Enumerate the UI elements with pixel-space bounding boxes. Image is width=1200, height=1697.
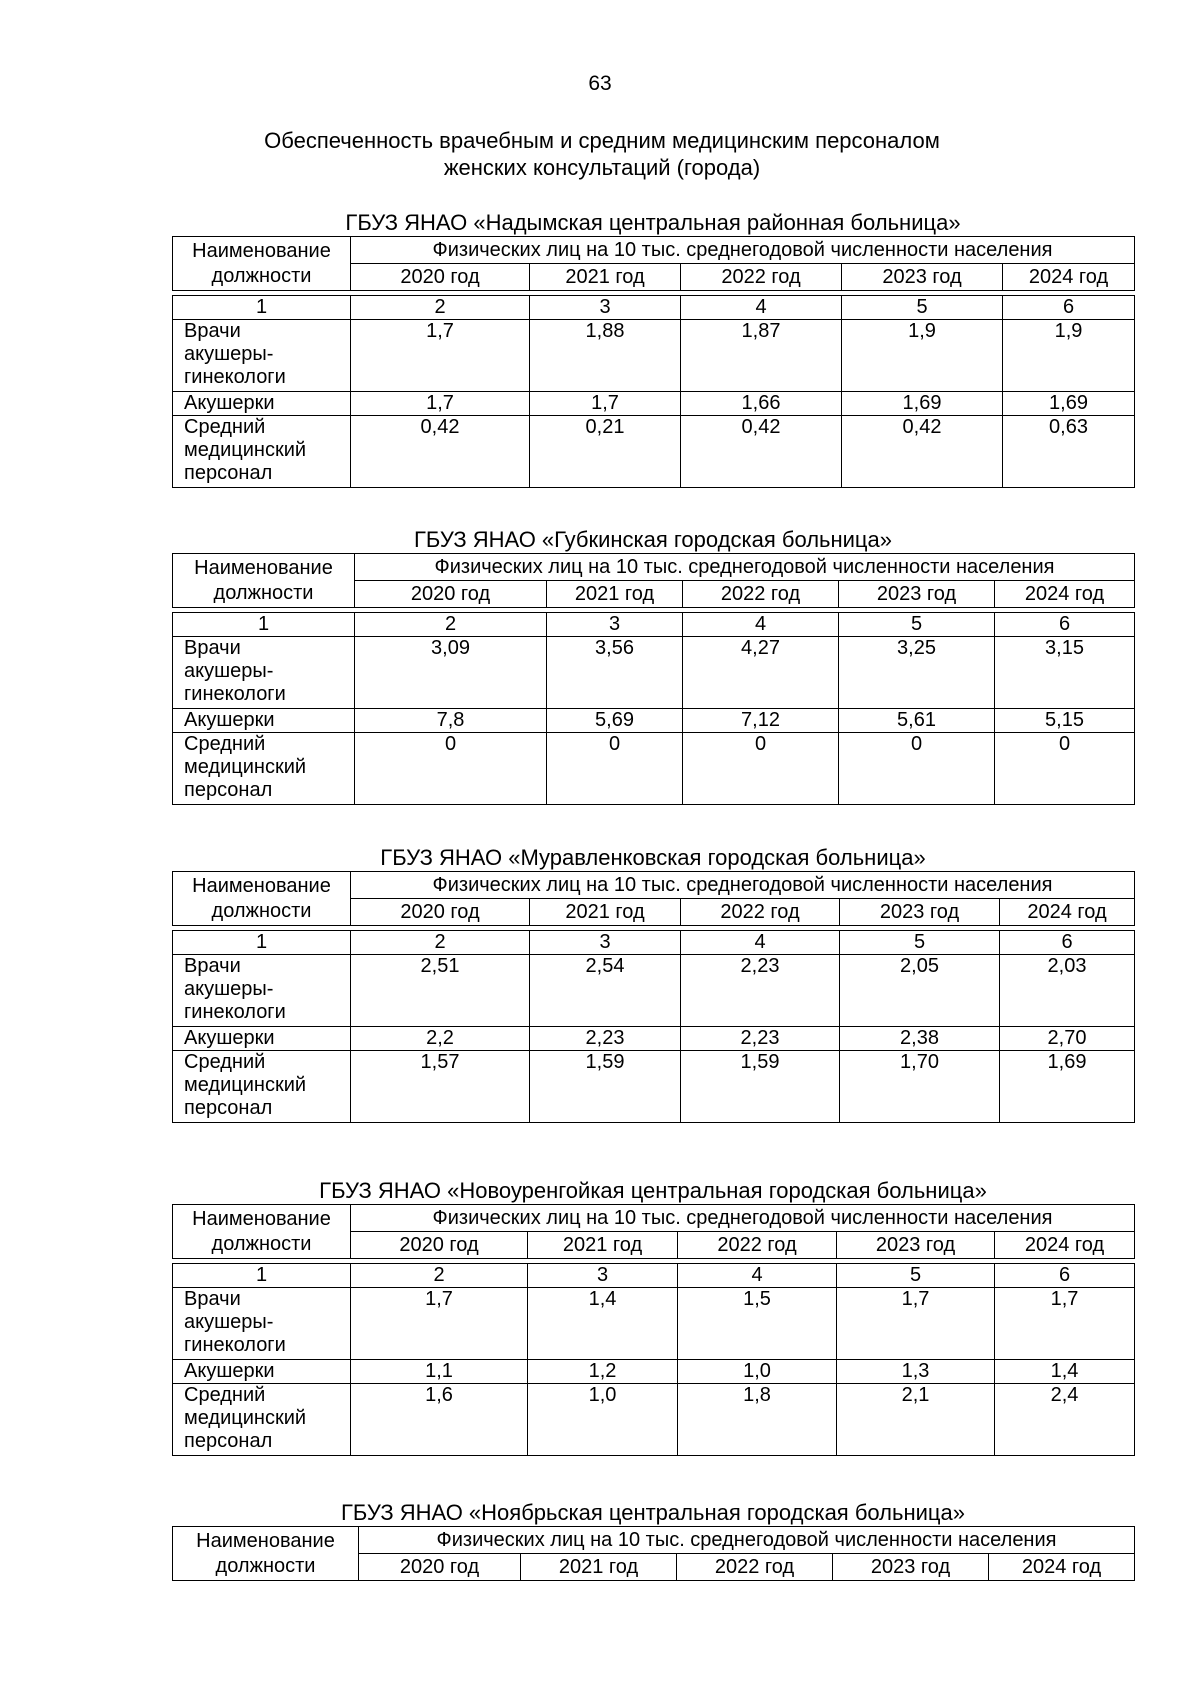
column-header-position-line-2: должности [211,264,312,287]
column-header-position-line-2: должности [213,581,314,604]
table-cell: 0 [995,733,1135,805]
column-group-header: Физических лиц на 10 тыс. среднегодовой численности населения [351,872,1135,899]
table-cell: 1,7 [530,392,681,416]
hospital-title: ГБУЗ ЯНАО «Новоуренгойкая центральная городская больница» [319,1178,987,1203]
table-row [173,1051,1135,1123]
column-number: 4 [681,296,842,320]
column-number: 4 [683,613,839,637]
row-label-line: акушеры- [184,660,274,682]
row-label-line: медицинский [184,756,307,778]
year-header: 2024 год [995,1232,1135,1259]
table-cell: 5,15 [995,709,1135,733]
column-number: 1 [173,931,351,955]
table-cell: 0,42 [842,416,1003,488]
table-cell: 1,7 [351,392,530,416]
table-row [173,1384,1135,1456]
table-cell: 1,7 [351,1288,528,1360]
column-number: 5 [839,613,995,637]
table-cell: 0,21 [530,416,681,488]
year-header: 2020 год [351,264,530,291]
column-number: 2 [351,931,530,955]
column-number: 1 [173,1264,351,1288]
column-group-header: Физических лиц на 10 тыс. среднегодовой численности населения [355,554,1135,581]
column-number: 6 [995,613,1135,637]
column-header-position-line-1: Наименование [196,1529,335,1552]
column-group-header: Физических лиц на 10 тыс. среднегодовой численности населения [359,1527,1135,1554]
table-header [172,236,1135,291]
column-header-position-line-1: Наименование [194,556,333,579]
year-header: 2020 год [351,1232,528,1259]
table-cell: 2,05 [840,955,1000,1027]
table-cell: 7,12 [683,709,839,733]
year-header: 2024 год [989,1554,1135,1581]
column-number: 2 [355,613,547,637]
row-label-line: гинекологи [184,1334,286,1356]
row-label-line: Средний [184,1051,266,1073]
column-number-row [173,931,1135,955]
table-cell: 1,1 [351,1360,528,1384]
row-label-doctors [173,1288,351,1360]
table-cell: 1,0 [528,1384,678,1456]
data-table [172,930,1135,1123]
row-label-average-staff [173,416,351,488]
year-header: 2023 год [842,264,1003,291]
table-cell: 2,23 [681,1027,840,1051]
hospital-title: ГБУЗ ЯНАО «Ноябрьская центральная городская больница» [341,1500,965,1525]
row-label-average-staff [173,1051,351,1123]
table-cell: 1,70 [840,1051,1000,1123]
row-label-average-staff [173,733,355,805]
table-cell: 1,0 [678,1360,837,1384]
table-cell: 1,59 [681,1051,840,1123]
page-number: 63 [588,72,612,95]
table-cell: 3,56 [547,637,683,709]
data-table [172,612,1135,805]
year-header: 2021 год [530,899,681,926]
row-label-line: Врачи [184,320,241,342]
year-header: 2022 год [683,581,839,608]
row-label-midwives: Акушерки [173,709,355,733]
year-header: 2020 год [351,899,530,926]
column-header-position [173,237,351,291]
table-cell: 3,25 [839,637,995,709]
hospital-section [172,527,1134,805]
table-cell: 2,51 [351,955,530,1027]
table-row [173,320,1135,392]
year-header: 2024 год [1000,899,1135,926]
table-row [173,1360,1135,1384]
column-number: 3 [530,296,681,320]
column-number: 2 [351,1264,528,1288]
row-label-line: персонал [184,1430,273,1452]
row-label-doctors [173,955,351,1027]
table-cell: 5,61 [839,709,995,733]
hospital-title: ГБУЗ ЯНАО «Губкинская городская больница» [413,527,893,552]
year-header: 2023 год [833,1554,989,1581]
column-header-position-line-1: Наименование [192,874,331,897]
year-header: 2021 год [528,1232,678,1259]
hospital-title: ГБУЗ ЯНАО «Муравленковская городская больница» [380,845,926,870]
row-label-line: Средний [184,1384,266,1406]
table-cell: 2,54 [530,955,681,1027]
table-row [173,416,1135,488]
table-row [173,733,1135,805]
row-label-doctors [173,320,351,392]
table-cell: 0 [355,733,547,805]
table-cell: 1,9 [1003,320,1135,392]
table-cell: 1,69 [1000,1051,1135,1123]
row-label-line: медицинский [184,1074,307,1096]
column-number: 6 [1000,931,1135,955]
hospital-section [172,210,1134,488]
column-number: 3 [530,931,681,955]
row-label-midwives: Акушерки [173,1360,351,1384]
year-header: 2021 год [521,1554,677,1581]
table-cell: 1,66 [681,392,842,416]
year-header: 2022 год [681,899,840,926]
row-label-line: медицинский [184,1407,307,1429]
row-label-line: персонал [184,462,273,484]
table-cell: 2,03 [1000,955,1135,1027]
table-row [173,709,1135,733]
table-cell: 2,23 [681,955,840,1027]
table-row [173,955,1135,1027]
table-cell: 1,7 [837,1288,995,1360]
column-number: 1 [173,296,351,320]
column-number: 6 [995,1264,1135,1288]
row-label-line: Врачи [184,955,241,977]
year-header: 2021 год [547,581,683,608]
table-row [173,1288,1135,1360]
hospital-section [172,1500,1134,1581]
table-cell: 1,5 [678,1288,837,1360]
year-header: 2020 год [355,581,547,608]
table-cell: 1,4 [528,1288,678,1360]
table-cell: 2,4 [995,1384,1135,1456]
column-number-row [173,296,1135,320]
hospital-title: ГБУЗ ЯНАО «Надымская центральная районная больница» [345,210,961,235]
page-title [172,127,1032,181]
table-cell: 5,69 [547,709,683,733]
hospital-section [172,1178,1134,1456]
row-label-line: Врачи [184,1288,241,1310]
table-cell: 2,1 [837,1384,995,1456]
row-label-line: гинекологи [184,366,286,388]
year-header: 2023 год [840,899,1000,926]
row-label-line: медицинский [184,439,307,461]
column-number: 2 [351,296,530,320]
table-cell: 2,23 [530,1027,681,1051]
column-header-position-line-2: должности [215,1554,316,1577]
column-number: 3 [528,1264,678,1288]
year-header: 2020 год [359,1554,521,1581]
table-row [173,392,1135,416]
row-label-line: Средний [184,733,266,755]
table-cell: 0 [683,733,839,805]
row-label-line: гинекологи [184,1001,286,1023]
table-cell: 7,8 [355,709,547,733]
table-cell: 0 [839,733,995,805]
column-number: 5 [840,931,1000,955]
data-table [172,1263,1135,1456]
column-header-position-line-1: Наименование [192,1207,331,1230]
page-title-line-2: женских консультаций (города) [443,155,761,180]
column-number: 5 [842,296,1003,320]
table-cell: 1,6 [351,1384,528,1456]
column-number-row [173,1264,1135,1288]
row-label-line: гинекологи [184,683,286,705]
hospital-section [172,845,1134,1123]
year-header: 2023 год [837,1232,995,1259]
table-header [172,1204,1135,1259]
row-label-midwives: Акушерки [173,1027,351,1051]
year-header: 2022 год [681,264,842,291]
column-group-header: Физических лиц на 10 тыс. среднегодовой численности населения [351,1205,1135,1232]
row-label-line: Средний [184,416,266,438]
column-number-row [173,613,1135,637]
table-cell: 1,7 [351,320,530,392]
year-header: 2024 год [1003,264,1135,291]
column-number: 3 [547,613,683,637]
table-header [172,871,1135,926]
table-cell: 3,15 [995,637,1135,709]
data-table [172,295,1135,488]
table-cell: 1,69 [1003,392,1135,416]
column-header-position [173,1527,359,1581]
column-header-position-line-2: должности [211,899,312,922]
table-cell: 3,09 [355,637,547,709]
row-label-line: акушеры- [184,1311,274,1333]
page-title-line-1: Обеспеченность врачебным и средним медицинским персоналом [264,128,940,153]
table-cell: 1,4 [995,1360,1135,1384]
table-cell: 1,7 [995,1288,1135,1360]
column-header-position-line-2: должности [211,1232,312,1255]
table-cell: 1,88 [530,320,681,392]
column-number: 4 [681,931,840,955]
column-number: 6 [1003,296,1135,320]
column-group-header: Физических лиц на 10 тыс. среднегодовой численности населения [351,237,1135,264]
year-header: 2024 год [995,581,1135,608]
table-cell: 1,59 [530,1051,681,1123]
column-header-position-line-1: Наименование [192,239,331,262]
table-header [172,1526,1135,1581]
table-row [173,1027,1135,1051]
table-cell: 1,2 [528,1360,678,1384]
column-header-position [173,1205,351,1259]
table-cell: 0 [547,733,683,805]
table-cell: 0,42 [681,416,842,488]
year-header: 2023 год [839,581,995,608]
table-cell: 0,42 [351,416,530,488]
table-cell: 2,38 [840,1027,1000,1051]
table-cell: 2,70 [1000,1027,1135,1051]
column-number: 4 [678,1264,837,1288]
table-cell: 0,63 [1003,416,1135,488]
table-cell: 4,27 [683,637,839,709]
table-cell: 1,69 [842,392,1003,416]
row-label-line: персонал [184,1097,273,1119]
row-label-line: акушеры- [184,978,274,1000]
column-number: 5 [837,1264,995,1288]
table-cell: 1,9 [842,320,1003,392]
year-header: 2022 год [678,1232,837,1259]
row-label-line: Врачи [184,637,241,659]
column-header-position [173,554,355,608]
row-label-average-staff [173,1384,351,1456]
column-number: 1 [173,613,355,637]
table-cell: 1,3 [837,1360,995,1384]
row-label-line: персонал [184,779,273,801]
column-header-position [173,872,351,926]
table-cell: 1,8 [678,1384,837,1456]
year-header: 2021 год [530,264,681,291]
table-header [172,553,1135,608]
table-cell: 1,57 [351,1051,530,1123]
row-label-midwives: Акушерки [173,392,351,416]
row-label-line: акушеры- [184,343,274,365]
row-label-doctors [173,637,355,709]
year-header: 2022 год [677,1554,833,1581]
table-cell: 1,87 [681,320,842,392]
table-row [173,637,1135,709]
table-cell: 2,2 [351,1027,530,1051]
